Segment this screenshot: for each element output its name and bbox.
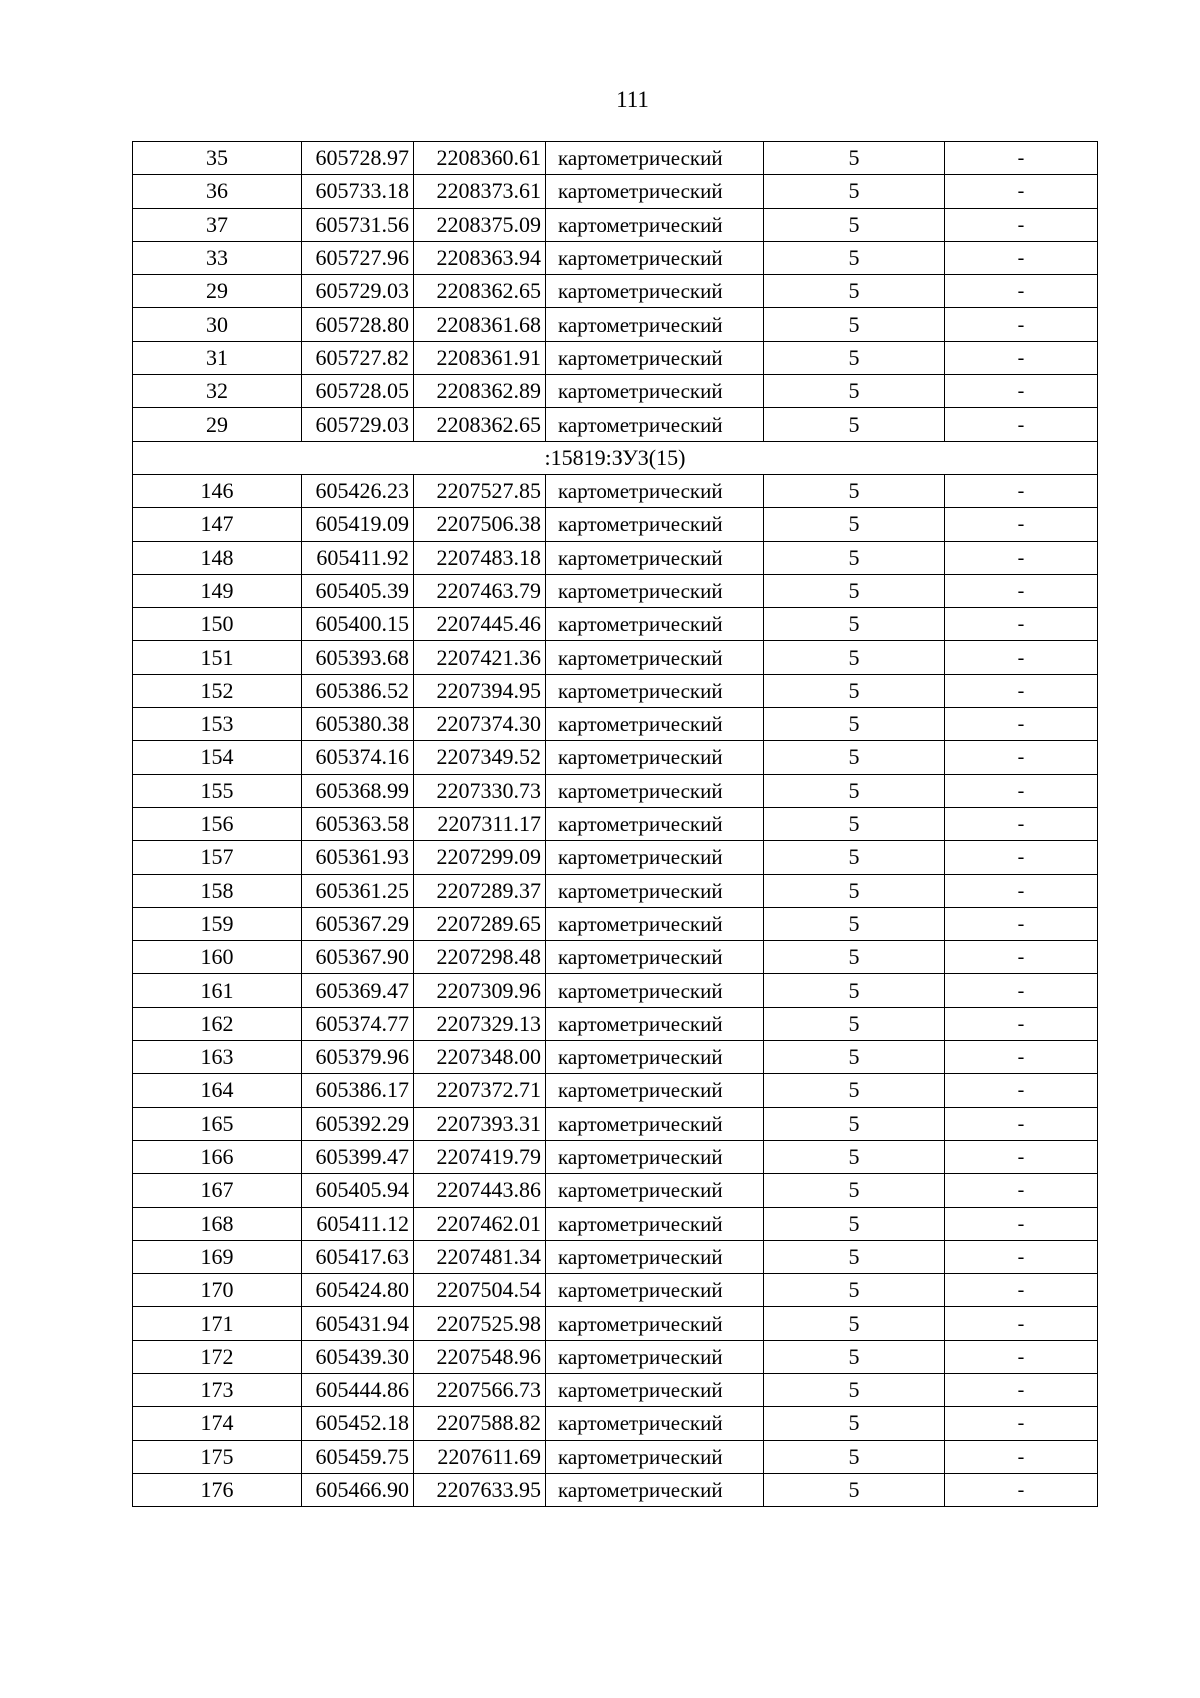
y-coordinate-cell: 2207289.37	[414, 874, 546, 907]
y-coordinate-cell: 2208361.68	[414, 308, 546, 341]
method-cell: картометрический	[546, 1340, 764, 1373]
method-cell: картометрический	[546, 941, 764, 974]
method-cell: картометрический	[546, 1107, 764, 1140]
x-coordinate-cell: 605379.96	[302, 1041, 414, 1074]
point-number-cell: 161	[133, 974, 302, 1007]
y-coordinate-cell: 2207481.34	[414, 1240, 546, 1273]
method-cell: картометрический	[546, 375, 764, 408]
y-coordinate-cell: 2207504.54	[414, 1274, 546, 1307]
description-cell: -	[945, 907, 1098, 940]
method-cell: картометрический	[546, 175, 764, 208]
table-row	[133, 1240, 1098, 1273]
x-coordinate-cell: 605426.23	[302, 474, 414, 507]
point-number-cell: 154	[133, 741, 302, 774]
description-cell: -	[945, 874, 1098, 907]
table-row	[133, 341, 1098, 374]
method-cell: картометрический	[546, 774, 764, 807]
point-number-cell: 152	[133, 674, 302, 707]
x-coordinate-cell: 605452.18	[302, 1407, 414, 1440]
method-cell: картометрический	[546, 1307, 764, 1340]
accuracy-cell: 5	[764, 574, 945, 607]
point-number-cell: 31	[133, 341, 302, 374]
table-row	[133, 1007, 1098, 1040]
y-coordinate-cell: 2207421.36	[414, 641, 546, 674]
table-row	[133, 375, 1098, 408]
description-cell: -	[945, 508, 1098, 541]
x-coordinate-cell: 605399.47	[302, 1140, 414, 1173]
accuracy-cell: 5	[764, 1041, 945, 1074]
x-coordinate-cell: 605386.52	[302, 674, 414, 707]
description-cell: -	[945, 841, 1098, 874]
point-number-cell: 29	[133, 408, 302, 441]
description-cell: -	[945, 1207, 1098, 1240]
x-coordinate-cell: 605417.63	[302, 1240, 414, 1273]
description-cell: -	[945, 375, 1098, 408]
y-coordinate-cell: 2207611.69	[414, 1440, 546, 1473]
description-cell: -	[945, 1140, 1098, 1173]
y-coordinate-cell: 2207527.85	[414, 474, 546, 507]
accuracy-cell: 5	[764, 142, 945, 175]
y-coordinate-cell: 2207394.95	[414, 674, 546, 707]
method-cell: картометрический	[546, 807, 764, 840]
table-row	[133, 142, 1098, 175]
x-coordinate-cell: 605374.77	[302, 1007, 414, 1040]
table-row	[133, 1207, 1098, 1240]
x-coordinate-cell: 605729.03	[302, 275, 414, 308]
accuracy-cell: 5	[764, 175, 945, 208]
accuracy-cell: 5	[764, 275, 945, 308]
point-number-cell: 164	[133, 1074, 302, 1107]
description-cell: -	[945, 175, 1098, 208]
description-cell: -	[945, 608, 1098, 641]
y-coordinate-cell: 2207349.52	[414, 741, 546, 774]
x-coordinate-cell: 605361.25	[302, 874, 414, 907]
description-cell: -	[945, 1007, 1098, 1040]
point-number-cell: 175	[133, 1440, 302, 1473]
accuracy-cell: 5	[764, 907, 945, 940]
y-coordinate-cell: 2207348.00	[414, 1041, 546, 1074]
accuracy-cell: 5	[764, 641, 945, 674]
table-row	[133, 674, 1098, 707]
x-coordinate-cell: 605727.82	[302, 341, 414, 374]
accuracy-cell: 5	[764, 674, 945, 707]
x-coordinate-cell: 605367.90	[302, 941, 414, 974]
description-cell: -	[945, 1174, 1098, 1207]
y-coordinate-cell: 2207372.71	[414, 1074, 546, 1107]
y-coordinate-cell: 2208362.89	[414, 375, 546, 408]
accuracy-cell: 5	[764, 941, 945, 974]
accuracy-cell: 5	[764, 1240, 945, 1273]
point-number-cell: 37	[133, 208, 302, 241]
table-row	[133, 1440, 1098, 1473]
table-row	[133, 508, 1098, 541]
accuracy-cell: 5	[764, 1340, 945, 1373]
method-cell: картометрический	[546, 641, 764, 674]
point-number-cell: 169	[133, 1240, 302, 1273]
point-number-cell: 35	[133, 142, 302, 175]
table-row	[133, 408, 1098, 441]
description-cell: -	[945, 974, 1098, 1007]
method-cell: картометрический	[546, 208, 764, 241]
point-number-cell: 171	[133, 1307, 302, 1340]
description-cell: -	[945, 741, 1098, 774]
y-coordinate-cell: 2207566.73	[414, 1373, 546, 1406]
point-number-cell: 146	[133, 474, 302, 507]
table-row	[133, 1274, 1098, 1307]
description-cell: -	[945, 1041, 1098, 1074]
accuracy-cell: 5	[764, 974, 945, 1007]
description-cell: -	[945, 1307, 1098, 1340]
accuracy-cell: 5	[764, 608, 945, 641]
table-row	[133, 241, 1098, 274]
x-coordinate-cell: 605728.80	[302, 308, 414, 341]
table-row	[133, 1473, 1098, 1506]
page-number: 111	[616, 87, 649, 112]
y-coordinate-cell: 2208362.65	[414, 408, 546, 441]
table-row	[133, 907, 1098, 940]
x-coordinate-cell: 605424.80	[302, 1274, 414, 1307]
method-cell: картометрический	[546, 907, 764, 940]
accuracy-cell: 5	[764, 1140, 945, 1173]
method-cell: картометрический	[546, 608, 764, 641]
x-coordinate-cell: 605374.16	[302, 741, 414, 774]
accuracy-cell: 5	[764, 1207, 945, 1240]
table-row	[133, 1340, 1098, 1373]
y-coordinate-cell: 2207525.98	[414, 1307, 546, 1340]
table-row	[133, 1140, 1098, 1173]
description-cell: -	[945, 641, 1098, 674]
point-number-cell: 173	[133, 1373, 302, 1406]
accuracy-cell: 5	[764, 1407, 945, 1440]
x-coordinate-cell: 605405.39	[302, 574, 414, 607]
description-cell: -	[945, 1240, 1098, 1273]
y-coordinate-cell: 2207633.95	[414, 1473, 546, 1506]
x-coordinate-cell: 605731.56	[302, 208, 414, 241]
y-coordinate-cell: 2208360.61	[414, 142, 546, 175]
y-coordinate-cell: 2207393.31	[414, 1107, 546, 1140]
table-row	[133, 1107, 1098, 1140]
y-coordinate-cell: 2207311.17	[414, 807, 546, 840]
x-coordinate-cell: 605367.29	[302, 907, 414, 940]
point-number-cell: 160	[133, 941, 302, 974]
description-cell: -	[945, 1473, 1098, 1506]
section-title: :15819:ЗУ3(15)	[133, 441, 1098, 474]
x-coordinate-cell: 605459.75	[302, 1440, 414, 1473]
description-cell: -	[945, 574, 1098, 607]
accuracy-cell: 5	[764, 208, 945, 241]
x-coordinate-cell: 605729.03	[302, 408, 414, 441]
accuracy-cell: 5	[764, 874, 945, 907]
method-cell: картометрический	[546, 1407, 764, 1440]
point-number-cell: 165	[133, 1107, 302, 1140]
y-coordinate-cell: 2207330.73	[414, 774, 546, 807]
accuracy-cell: 5	[764, 341, 945, 374]
y-coordinate-cell: 2207445.46	[414, 608, 546, 641]
accuracy-cell: 5	[764, 1007, 945, 1040]
y-coordinate-cell: 2208363.94	[414, 241, 546, 274]
table-row	[133, 1041, 1098, 1074]
y-coordinate-cell: 2207329.13	[414, 1007, 546, 1040]
description-cell: -	[945, 1340, 1098, 1373]
point-number-cell: 158	[133, 874, 302, 907]
accuracy-cell: 5	[764, 508, 945, 541]
y-coordinate-cell: 2207289.65	[414, 907, 546, 940]
table-row	[133, 941, 1098, 974]
y-coordinate-cell: 2208375.09	[414, 208, 546, 241]
method-cell: картометрический	[546, 241, 764, 274]
description-cell: -	[945, 674, 1098, 707]
method-cell: картометрический	[546, 1440, 764, 1473]
table-row	[133, 708, 1098, 741]
method-cell: картометрический	[546, 474, 764, 507]
x-coordinate-cell: 605363.58	[302, 807, 414, 840]
description-cell: -	[945, 941, 1098, 974]
table-row	[133, 1373, 1098, 1406]
point-number-cell: 170	[133, 1274, 302, 1307]
table-row	[133, 974, 1098, 1007]
table-row	[133, 208, 1098, 241]
table-row	[133, 741, 1098, 774]
point-number-cell: 148	[133, 541, 302, 574]
point-number-cell: 174	[133, 1407, 302, 1440]
table-row	[133, 807, 1098, 840]
table-row	[133, 841, 1098, 874]
accuracy-cell: 5	[764, 541, 945, 574]
point-number-cell: 159	[133, 907, 302, 940]
x-coordinate-cell: 605439.30	[302, 1340, 414, 1373]
method-cell: картометрический	[546, 841, 764, 874]
description-cell: -	[945, 241, 1098, 274]
x-coordinate-cell: 605361.93	[302, 841, 414, 874]
point-number-cell: 29	[133, 275, 302, 308]
y-coordinate-cell: 2207374.30	[414, 708, 546, 741]
point-number-cell: 157	[133, 841, 302, 874]
y-coordinate-cell: 2207419.79	[414, 1140, 546, 1173]
x-coordinate-cell: 605405.94	[302, 1174, 414, 1207]
point-number-cell: 163	[133, 1041, 302, 1074]
accuracy-cell: 5	[764, 741, 945, 774]
method-cell: картометрический	[546, 1074, 764, 1107]
method-cell: картометрический	[546, 1473, 764, 1506]
x-coordinate-cell: 605728.97	[302, 142, 414, 175]
point-number-cell: 156	[133, 807, 302, 840]
table-row	[133, 774, 1098, 807]
method-cell: картометрический	[546, 341, 764, 374]
table-row	[133, 608, 1098, 641]
description-cell: -	[945, 474, 1098, 507]
x-coordinate-cell: 605368.99	[302, 774, 414, 807]
description-cell: -	[945, 275, 1098, 308]
accuracy-cell: 5	[764, 1440, 945, 1473]
x-coordinate-cell: 605728.05	[302, 375, 414, 408]
description-cell: -	[945, 341, 1098, 374]
method-cell: картометрический	[546, 541, 764, 574]
point-number-cell: 147	[133, 508, 302, 541]
x-coordinate-cell: 605466.90	[302, 1473, 414, 1506]
table-row	[133, 175, 1098, 208]
x-coordinate-cell: 605393.68	[302, 641, 414, 674]
x-coordinate-cell: 605444.86	[302, 1373, 414, 1406]
y-coordinate-cell: 2207483.18	[414, 541, 546, 574]
table-row	[133, 1307, 1098, 1340]
table-row	[133, 641, 1098, 674]
description-cell: -	[945, 1440, 1098, 1473]
x-coordinate-cell: 605392.29	[302, 1107, 414, 1140]
description-cell: -	[945, 208, 1098, 241]
method-cell: картометрический	[546, 1240, 764, 1273]
accuracy-cell: 5	[764, 1307, 945, 1340]
accuracy-cell: 5	[764, 375, 945, 408]
table-row	[133, 1074, 1098, 1107]
accuracy-cell: 5	[764, 308, 945, 341]
accuracy-cell: 5	[764, 474, 945, 507]
y-coordinate-cell: 2207463.79	[414, 574, 546, 607]
description-cell: -	[945, 1407, 1098, 1440]
table-row	[133, 541, 1098, 574]
method-cell: картометрический	[546, 1207, 764, 1240]
table-row	[133, 474, 1098, 507]
method-cell: картометрический	[546, 574, 764, 607]
point-number-cell: 168	[133, 1207, 302, 1240]
point-number-cell: 176	[133, 1473, 302, 1506]
description-cell: -	[945, 1274, 1098, 1307]
method-cell: картометрический	[546, 874, 764, 907]
point-number-cell: 162	[133, 1007, 302, 1040]
table-row	[133, 874, 1098, 907]
point-number-cell: 150	[133, 608, 302, 641]
description-cell: -	[945, 408, 1098, 441]
method-cell: картометрический	[546, 142, 764, 175]
point-number-cell: 32	[133, 375, 302, 408]
method-cell: картометрический	[546, 508, 764, 541]
accuracy-cell: 5	[764, 841, 945, 874]
table-row	[133, 574, 1098, 607]
accuracy-cell: 5	[764, 1473, 945, 1506]
x-coordinate-cell: 605727.96	[302, 241, 414, 274]
table-row	[133, 1174, 1098, 1207]
y-coordinate-cell: 2207299.09	[414, 841, 546, 874]
accuracy-cell: 5	[764, 807, 945, 840]
method-cell: картометрический	[546, 1041, 764, 1074]
coordinates-table	[132, 141, 1098, 1507]
accuracy-cell: 5	[764, 408, 945, 441]
y-coordinate-cell: 2208373.61	[414, 175, 546, 208]
y-coordinate-cell: 2207309.96	[414, 974, 546, 1007]
method-cell: картометрический	[546, 1274, 764, 1307]
table-row	[133, 1407, 1098, 1440]
accuracy-cell: 5	[764, 1074, 945, 1107]
method-cell: картометрический	[546, 408, 764, 441]
accuracy-cell: 5	[764, 241, 945, 274]
x-coordinate-cell: 605419.09	[302, 508, 414, 541]
method-cell: картометрический	[546, 308, 764, 341]
point-number-cell: 166	[133, 1140, 302, 1173]
method-cell: картометрический	[546, 1373, 764, 1406]
description-cell: -	[945, 541, 1098, 574]
accuracy-cell: 5	[764, 1107, 945, 1140]
point-number-cell: 33	[133, 241, 302, 274]
method-cell: картометрический	[546, 1174, 764, 1207]
point-number-cell: 167	[133, 1174, 302, 1207]
x-coordinate-cell: 605369.47	[302, 974, 414, 1007]
description-cell: -	[945, 708, 1098, 741]
description-cell: -	[945, 1107, 1098, 1140]
x-coordinate-cell: 605431.94	[302, 1307, 414, 1340]
description-cell: -	[945, 1373, 1098, 1406]
y-coordinate-cell: 2207462.01	[414, 1207, 546, 1240]
y-coordinate-cell: 2207548.96	[414, 1340, 546, 1373]
method-cell: картометрический	[546, 708, 764, 741]
x-coordinate-cell: 605411.12	[302, 1207, 414, 1240]
accuracy-cell: 5	[764, 1373, 945, 1406]
point-number-cell: 149	[133, 574, 302, 607]
x-coordinate-cell: 605380.38	[302, 708, 414, 741]
table-row	[133, 308, 1098, 341]
point-number-cell: 151	[133, 641, 302, 674]
point-number-cell: 155	[133, 774, 302, 807]
method-cell: картометрический	[546, 1007, 764, 1040]
method-cell: картометрический	[546, 674, 764, 707]
method-cell: картометрический	[546, 741, 764, 774]
y-coordinate-cell: 2208361.91	[414, 341, 546, 374]
point-number-cell: 30	[133, 308, 302, 341]
x-coordinate-cell: 605400.15	[302, 608, 414, 641]
description-cell: -	[945, 1074, 1098, 1107]
description-cell: -	[945, 142, 1098, 175]
x-coordinate-cell: 605411.92	[302, 541, 414, 574]
table-row	[133, 275, 1098, 308]
description-cell: -	[945, 774, 1098, 807]
point-number-cell: 36	[133, 175, 302, 208]
accuracy-cell: 5	[764, 708, 945, 741]
x-coordinate-cell: 605386.17	[302, 1074, 414, 1107]
accuracy-cell: 5	[764, 1274, 945, 1307]
accuracy-cell: 5	[764, 774, 945, 807]
y-coordinate-cell: 2207443.86	[414, 1174, 546, 1207]
y-coordinate-cell: 2208362.65	[414, 275, 546, 308]
accuracy-cell: 5	[764, 1174, 945, 1207]
description-cell: -	[945, 308, 1098, 341]
x-coordinate-cell: 605733.18	[302, 175, 414, 208]
method-cell: картометрический	[546, 974, 764, 1007]
y-coordinate-cell: 2207588.82	[414, 1407, 546, 1440]
section-header-row	[133, 441, 1098, 474]
method-cell: картометрический	[546, 1140, 764, 1173]
method-cell: картометрический	[546, 275, 764, 308]
point-number-cell: 172	[133, 1340, 302, 1373]
y-coordinate-cell: 2207298.48	[414, 941, 546, 974]
point-number-cell: 153	[133, 708, 302, 741]
y-coordinate-cell: 2207506.38	[414, 508, 546, 541]
description-cell: -	[945, 807, 1098, 840]
